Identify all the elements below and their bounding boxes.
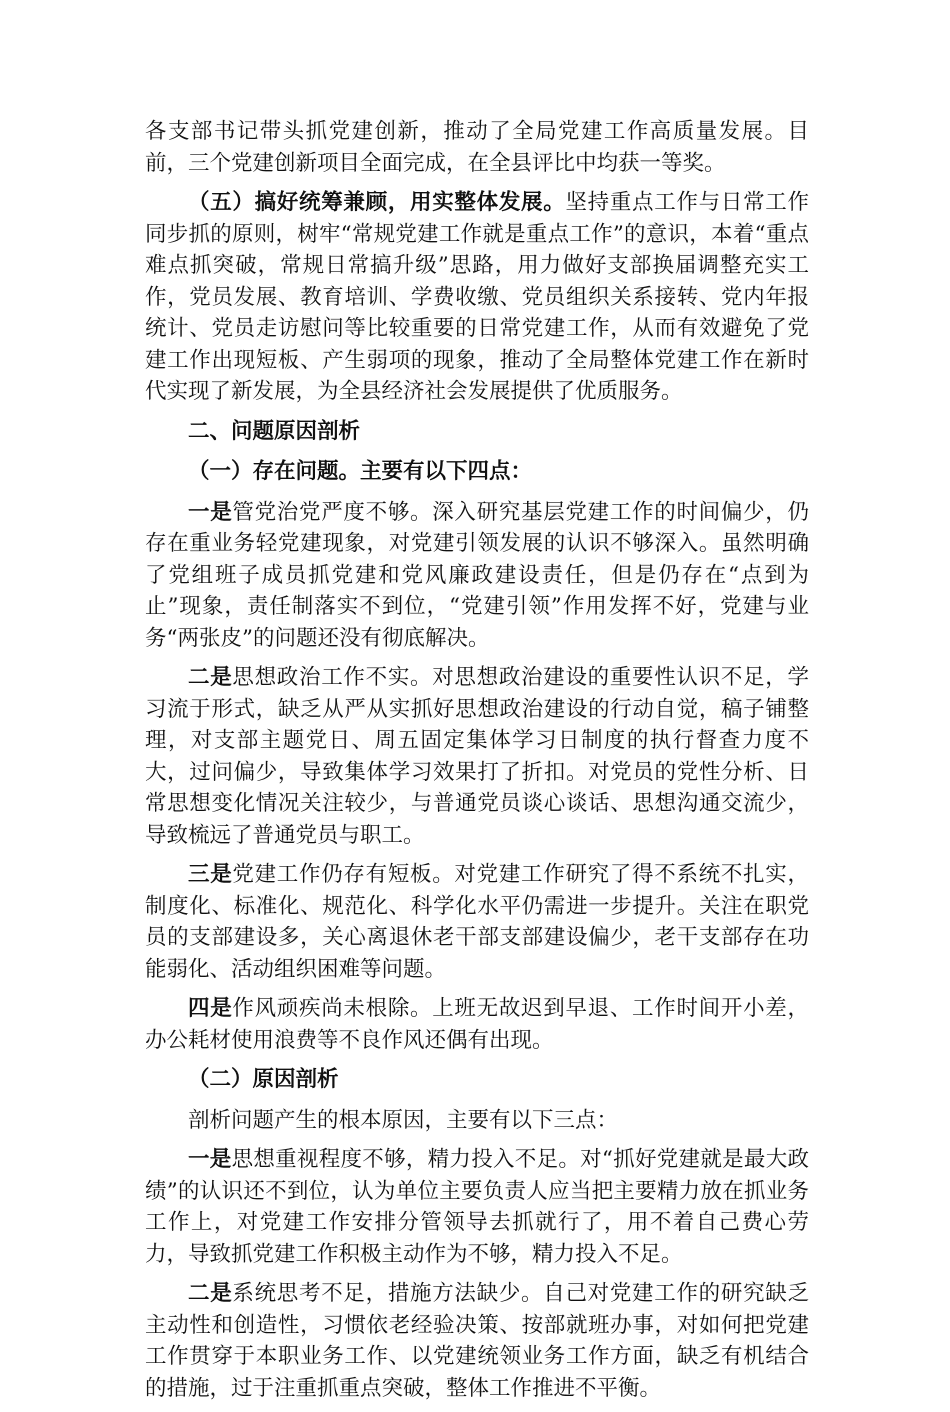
- paragraph-text: 思想重视程度不够，精力投入不足。对“抓好党建就是最大政绩”的认识还不到位，认为单位主要负责人应当把主要精力放在抓业务工作上，对党建工作安排分管领导去抓就行了，用不着自己费心劳力，导致抓党建工作积极主动作为不够，精力投入不足。: [145, 1147, 809, 1267]
- paragraph-problem-1: [145, 497, 809, 655]
- paragraph-text: 系统思考不足，措施方法缺少。自己对党建工作的研究缺乏主动性和创造性，习惯依老经验决策、按部就班办事，对如何把党建工作贯穿于本职业务工作、以党建统领业务工作方面，缺乏有机结合的措施，过于注重抓重点突破，整体工作推进不平衡。: [145, 1281, 809, 1401]
- document-page: [145, 116, 809, 1412]
- section-heading-problems: 二、问题原因剖析: [188, 418, 361, 444]
- paragraph-text: 作风顽疾尚未根除。上班无故迟到早退、工作时间开小差，办公耗材使用浪费等不良作风还偶有出现。: [145, 996, 809, 1053]
- paragraph-lead: 一是: [188, 499, 233, 525]
- paragraph-text: 思想政治工作不实。对思想政治建设的重要性认识不足，学习流于形式，缺乏从严从实抓好思想政治建设的行动自觉，稿子铺整理，对支部主题党日、周五固定集体学习日制度的执行督查力度不大，过问偏少，导致集体学习效果打了折扣。对党员的党性分析、日常思想变化情况关注较少，与普通党员谈心谈话、思想沟通交流少，导致梳远了普通党员与职工。: [145, 665, 809, 848]
- paragraph-text: 剖析问题产生的根本原因，主要有以下三点：: [188, 1107, 619, 1133]
- paragraph-problem-4: [145, 993, 809, 1056]
- paragraph-section-five: [145, 187, 809, 408]
- paragraph-cause-1: [145, 1144, 809, 1270]
- paragraph-intro-continued: [145, 116, 809, 179]
- paragraph-cause-intro: [145, 1105, 809, 1137]
- paragraph-lead: 二是: [188, 665, 233, 690]
- subsection-heading-existing-problems: （一）存在问题。主要有以下四点：: [188, 459, 533, 484]
- paragraph-lead: 一是: [188, 1147, 232, 1172]
- subsection-heading-cause-analysis: （二）原因剖析: [188, 1067, 339, 1092]
- paragraph-lead: （五）搞好统筹兼顾，用实整体发展。: [188, 190, 566, 215]
- paragraph-text: 坚持重点工作与日常工作同步抓的原则，树牢“常规党建工作就是重点工作”的意识，本着“重点难点抓突破，常规日常搞升级”思路，用力做好支部换届调整充实工作，党员发展、教育培训、学费收缴、党员组织关系接转、党内年报统计、党员走访慰问等比较重要的日常党建工作，从而有效避免了党建工作出现短板、产生弱项的现象，推动了全局整体党建工作在新时代实现了新发展，为全县经济社会发展提供了优质服务。: [145, 190, 809, 404]
- paragraph-lead: 四是: [188, 996, 233, 1021]
- paragraph-problem-3: [145, 859, 809, 985]
- paragraph-lead: 三是: [188, 862, 233, 887]
- paragraph-cause-2: [145, 1278, 809, 1404]
- paragraph-problem-2: [145, 662, 809, 851]
- paragraph-lead: 二是: [188, 1281, 233, 1306]
- paragraph-text: 党建工作仍存有短板。对党建工作研究了得不系统不扎实，制度化、标准化、规范化、科学化水平仍需进一步提升。关注在职党员的支部建设多，关心离退休老干部支部建设偏少，老干支部存在功能弱化、活动组织困难等问题。: [145, 862, 809, 982]
- paragraph-text: 管党治党严度不够。深入研究基层党建工作的时间偏少，仍存在重业务轻党建现象，对党建引领发展的认识不够深入。虽然明确了党组班子成员抓党建和党风廉政建设责任，但是仍存在“点到为止”现象，责任制落实不到位，“党建引领”作用发挥不好，党建与业务“两张皮”的问题还没有彻底解决。: [145, 499, 809, 651]
- paragraph-text: 各支部书记带头抓党建创新，推动了全局党建工作高质量发展。目前，三个党建创新项目全面完成，在全县评比中均获一等奖。: [145, 119, 809, 176]
